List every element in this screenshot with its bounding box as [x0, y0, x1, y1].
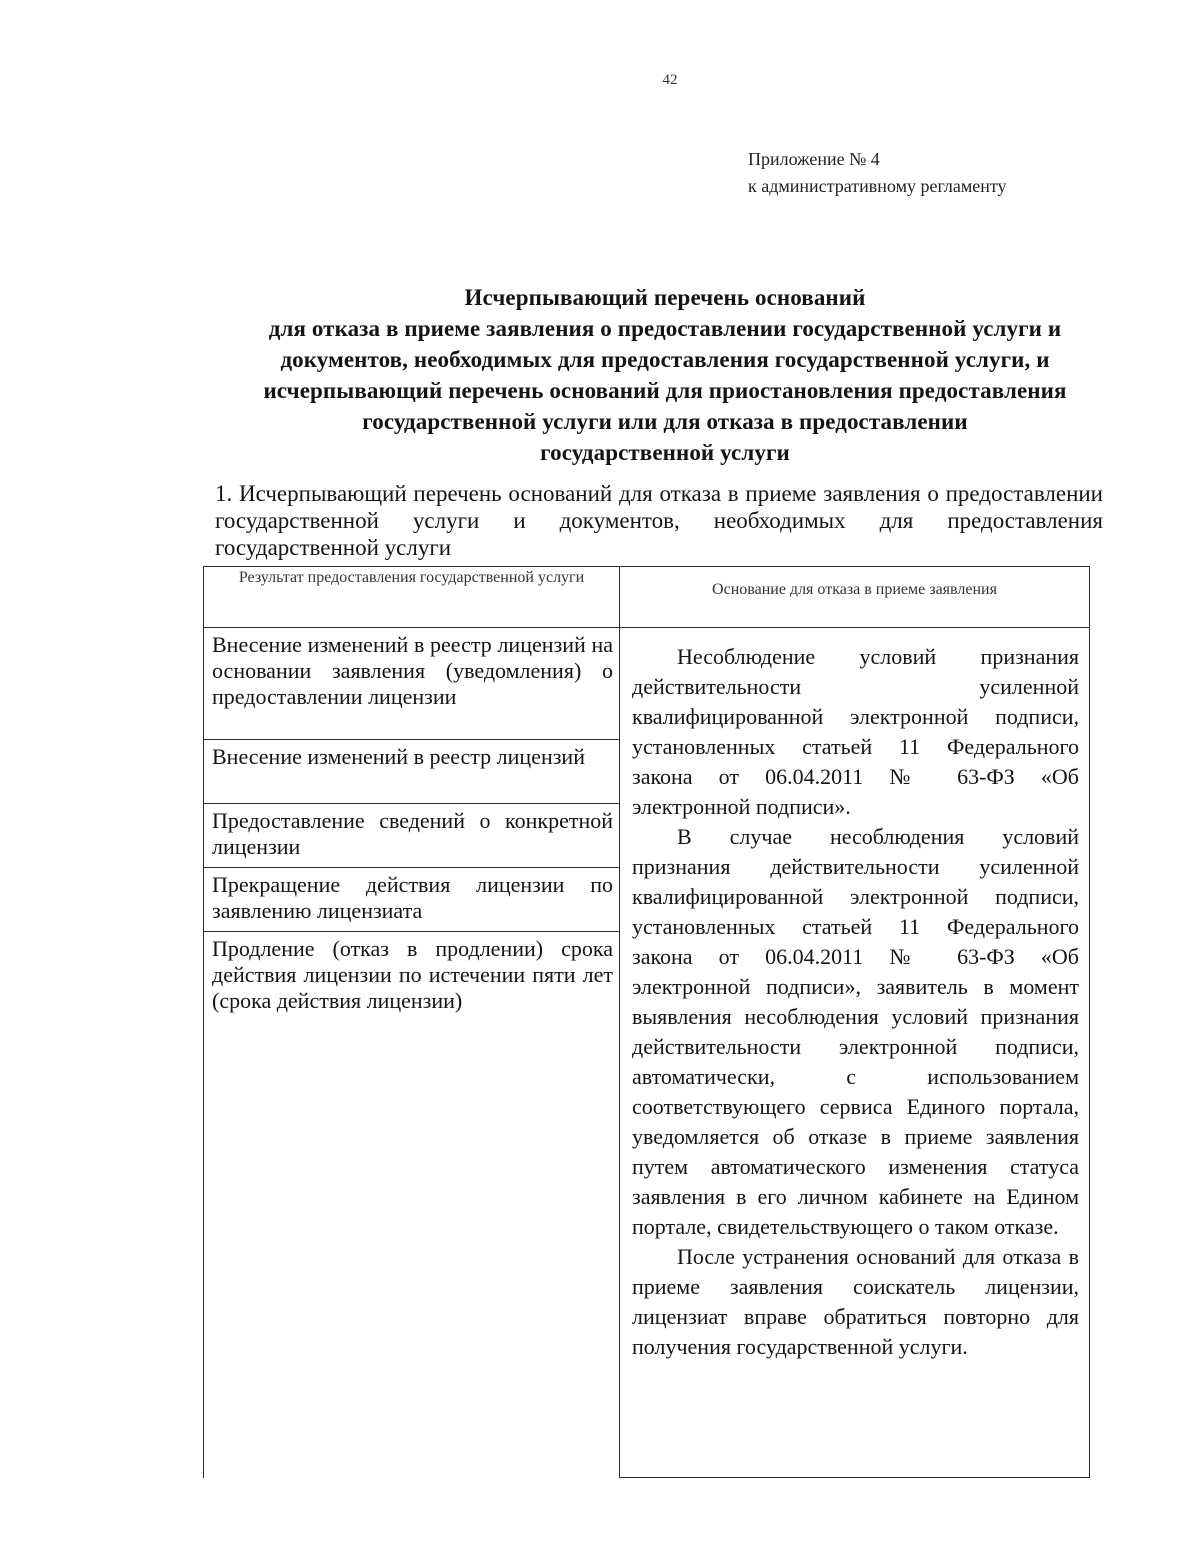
result-cell: Продление (отказ в продлении) срока действия лицензии по истечении пяти лет (срока действия лицензии) [204, 932, 620, 1478]
result-cell: Прекращение действия лицензии по заявлению лицензиата [204, 868, 620, 932]
title-line-3: документов, необходимых для предоставления государственной услуги, и [280, 347, 1050, 372]
appendix-reference [748, 146, 1007, 200]
ground-cell [620, 628, 1090, 1478]
ground-paragraph: В случае несоблюдения условий признания действительности усиленной квалифицированной электронной подписи, установленных статьей 11 Федерального закона от 06.04.2011 № 63-ФЗ «Об электронной подписи», заявитель в момент выявления несоблюдения условий признания действительности электронной подписи, автоматически, с использованием соответствующего сервиса Единого портала, уведомляется об отказе в приеме заявления путем автоматического изменения статуса заявления в его личном кабинете на Едином портале, свидетельствующего о таком отказе. [632, 824, 1079, 1239]
ground-paragraph: После устранения оснований для отказа в приеме заявления соискатель лицензии, лицензиат вправе обратиться повторно для получения государственной услуги. [632, 1244, 1079, 1359]
header-ground: Основание для отказа в приеме заявления [620, 567, 1090, 628]
title-line-1: Исчерпывающий перечень оснований [464, 285, 866, 310]
document-title [225, 282, 1105, 468]
result-cell: Внесение изменений в реестр лицензий на основании заявления (уведомления) о предоставлении лицензии [204, 628, 620, 740]
table-row [204, 628, 1090, 740]
appendix-line-2: к административному регламенту [748, 176, 1007, 196]
table-header-row [204, 567, 1090, 628]
title-line-5: государственной услуги или для отказа в предоставлении [362, 409, 968, 434]
page-number: 42 [662, 72, 678, 88]
ground-paragraph: Несоблюдение условий признания действительности усиленной квалифицированной электронной подписи, установленных статьей 11 Федерального закона от 06.04.2011 № 63-ФЗ «Об электронной подписи». [632, 644, 1079, 819]
refusal-grounds-table [203, 566, 1090, 1478]
result-cell: Внесение изменений в реестр лицензий [204, 740, 620, 804]
title-line-4: исчерпывающий перечень оснований для приостановления предоставления [263, 378, 1067, 403]
result-cell: Предоставление сведений о конкретной лицензии [204, 804, 620, 868]
title-line-6: государственной услуги [540, 440, 790, 465]
section-1-heading: 1. Исчерпывающий перечень оснований для отказа в приеме заявления о предоставлении государственной услуги и документов, необходимых для предоставления государственной услуги [215, 481, 1103, 560]
title-line-2: для отказа в приеме заявления о предоставлении государственной услуги и [268, 316, 1062, 341]
appendix-line-1: Приложение № 4 [748, 149, 880, 169]
header-result: Результат предоставления государственной услуги [204, 567, 620, 628]
